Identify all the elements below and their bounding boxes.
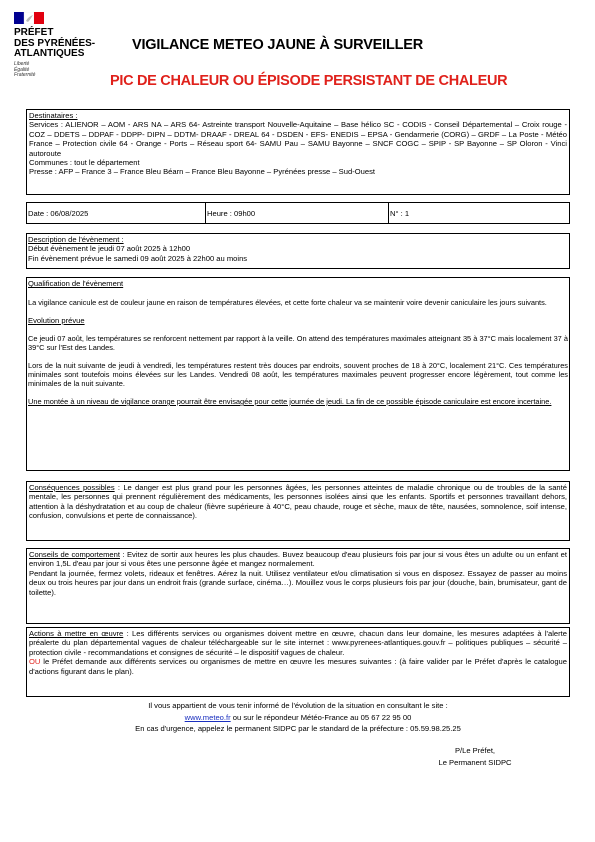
evolution-para-2: Lors de la nuit suivante de jeudi à vendredi, les températures restent très douces par endroits, souvent proches de 18 à 20°C, localement 21°C. Ces températures minimales sont toutefois moins élevées sur les Landes. Vendredi 08 août, les températures maximales peuvent progresser encore légèrement, tout comme les minimales de la nuit suivante.	[28, 361, 568, 388]
actions-heading: Actions à mettre en œuvre	[29, 629, 124, 638]
actions-ou: OU	[29, 657, 41, 667]
footer-line-1: Il vous appartient de vous tenir informé de l'évolution de la situation en consultant le site :	[148, 701, 448, 710]
prefet-line-3: ATLANTIQUES	[14, 48, 85, 59]
qualification-box	[26, 277, 570, 471]
destinataires-heading: Destinataires :	[29, 111, 78, 120]
destinataires-box	[26, 109, 570, 195]
conseils-heading: Conseils de comportement	[29, 550, 120, 559]
actions-paragraph-2	[29, 657, 567, 676]
page-title: VIGILANCE METEO JAUNE À SURVEILLER	[132, 37, 424, 53]
prefet-logo-text	[14, 28, 95, 60]
republic-motto	[14, 62, 35, 79]
meta-row	[26, 202, 570, 224]
evolution-para-1: Ce jeudi 07 août, les températures se renforcent nettement par rapport à la veille. On attend des températures maximales atteignant 35 à 37°C mais localement 37 à 39°C sur l'Est des Landes.	[28, 334, 568, 352]
footer-block	[26, 700, 570, 735]
actions-box	[26, 627, 570, 697]
description-debut: Début évènement le jeudi 07 août 2025 à 12h00	[28, 244, 191, 254]
qualification-heading: Qualification de l'évènement	[28, 279, 124, 288]
destinataires-services: Services : ALIENOR – AOM - ARS NA – ARS 64- Astreinte transport Nouvelle-Aquitaine – Base hélico SC - CODIS - Conseil Départemental – Croix rouge - COZ – DDETS – DDPAF - DDPP- DIPN – DDTM- DRAAF - DREAL 64 - DSDEN - EFS- ENEDIS – EPSA - Gendarmerie (CORG) – GRDF – La Poste - Météo France – Protection civile 64 - Orange - Ports – Réseau sport 64- SAMU Pau – SAMU Bayonne – SNCF COGC – SPIP - SP Bayonne – SP Oloron - Vinci autoroute	[29, 120, 567, 158]
evolution-heading: Evolution prévue	[28, 316, 85, 325]
motto-egalite: Égalité	[14, 66, 30, 73]
conseils-box	[26, 548, 570, 624]
footer-line-2-rest: ou sur le répondeur Météo-France au 05 67 22 95 00	[230, 712, 412, 722]
meta-divider-2	[388, 203, 389, 223]
meta-divider-1	[205, 203, 206, 223]
actions-text-2: le Préfet demande aux différents services ou organismes de mettre en œuvre les mesures suivantes : (à faire valider par le Préfet d'après le catalogue d'actions figurant dans le plan).	[29, 657, 567, 676]
meta-heure: Heure : 09h00	[207, 209, 256, 218]
conseils-text-1: : Evitez de sortir aux heures les plus chaudes. Buvez beaucoup d'eau plusieurs fois par jour si vous êtes un adulte ou un enfant et environ 1,5L d'eau par jour si vous êtes une personne âgée et mangez normalement.	[29, 550, 567, 569]
conseils-paragraph-1	[29, 550, 567, 569]
meteo-link[interactable]: www.meteo.fr	[184, 712, 231, 722]
conseils-text-2: Pendant la journée, fermez volets, rideaux et fenêtres. Aérez la nuit. Utilisez ventilateur et/ou climatisation si vous en disposez. Essayez de passer au moins deux ou trois heures par jour dans un endroit frais (grande surface, cinéma…). Mouillez vous le corps plusieurs fois par jour (douche, bain, brumisateur, gant de toilette).	[29, 568, 567, 597]
description-box	[26, 233, 570, 269]
actions-text-1: : Les différents services ou organismes doivent mettre en œuvre, chacun dans leur domaine, les mesures adaptées à l'alerte préalerte du plan départemental vagues de chaleur téléchargeable sur le site internet : www.pyrenees-atlantiques.gouv.fr – politiques publiques – sécurité – protection civile - recommandations et consignes de sécurité – le dispositif vagues de chaleur.	[29, 629, 567, 657]
motto-fraternite: Fraternité	[14, 72, 36, 79]
evolution-para-3: Une montée à un niveau de vigilance orange pourrait être envisagée pour cette journée de jeudi. La fin de ce possible épisode caniculaire est encore incertaine.	[28, 397, 552, 406]
destinataires-presse: Presse : AFP – France 3 – France Bleu Béarn – France Bleu Bayonne – Pyrénées presse – Sud-Ouest	[29, 167, 375, 177]
description-fin: Fin évènement prévue le samedi 09 août 2025 à 22h00 au moins	[28, 253, 248, 263]
consequences-paragraph	[29, 483, 567, 521]
consequences-box	[26, 481, 570, 541]
consequences-heading: Conséquences possibles	[29, 483, 115, 492]
signature-line-1: P/Le Préfet,	[454, 746, 496, 755]
signature-block	[420, 745, 530, 768]
description-heading: Description de l'évènement :	[28, 235, 124, 244]
prefet-line-1: PRÉFET	[14, 27, 54, 38]
page-subtitle: PIC DE CHALEUR OU ÉPISODE PERSISTANT DE CHALEUR	[110, 73, 508, 89]
footer-line-2	[26, 712, 570, 724]
qualification-text: La vigilance canicule est de couleur jaune en raison de températures élevées, et cette forte chaleur va se maintenir voire devenir caniculaire les jours suivants.	[28, 298, 547, 307]
destinataires-communes: Communes : tout le département	[29, 158, 140, 168]
signature-line-2: Le Permanent SIDPC	[438, 757, 512, 767]
consequences-text: : Le danger est plus grand pour les personnes âgées, les personnes atteintes de maladie chronique ou de troubles de la santé mentale, les personnes qui prennent régulièrement des médicaments, les personnes isolées ainsi que les enfants. Sportifs et personnes travaillant dehors, attention à la déshydratation et au coup de chaleur (fièvre supérieure à 40°C, peau chaude, rouge et sèche, maux de tête, nausées, somnolence, soif intense, confusion, convulsions et perte de connaissance).	[29, 483, 567, 521]
footer-line-3: En cas d'urgence, appelez le permanent SIDPC par le standard de la préfecture : 05.59.98.25.25	[135, 724, 461, 733]
meta-date: Date : 06/08/2025	[28, 209, 89, 218]
motto-liberte: Liberté	[14, 61, 30, 67]
prefet-line-2: DES PYRÉNÉES-	[14, 37, 96, 49]
republic-flag-logo	[14, 11, 44, 23]
meta-numero: N° : 1	[390, 209, 410, 218]
actions-paragraph-1	[29, 629, 567, 657]
